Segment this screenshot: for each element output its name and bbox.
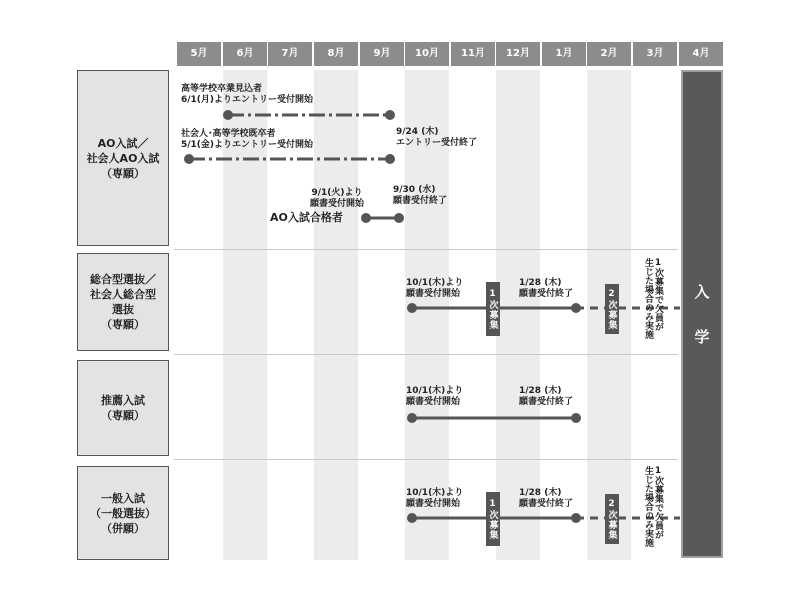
month-header-jun: 6月 [223, 42, 267, 66]
ao-hs-label: 高等学校卒業見込者 6/1(月)よりエントリー受付開始 [181, 84, 314, 105]
month-header-mar: 3月 [633, 42, 677, 66]
ao-hs-start-point [223, 110, 233, 120]
sougou-round2-badge: 2次募集 [605, 284, 619, 334]
sougou-end-point [571, 303, 581, 313]
ao-hs-end-point [385, 110, 395, 120]
sougou-end-label: 1/28 (木) 願書受付終了 [519, 278, 574, 299]
month-header-nov: 11月 [451, 42, 495, 66]
category-ao: AO入試／ 社会人AO入試 （専願） [77, 70, 169, 246]
category-suisen: 推薦入試 （専願） [77, 360, 169, 456]
enrollment-bar [681, 70, 723, 558]
ao-adult-start-point [184, 154, 194, 164]
ao-entry-end-label: 9/24 (木) エントリー受付終了 [396, 127, 478, 148]
ao-app-end-label: 9/30 (水) 願書受付終了 [393, 185, 448, 206]
sougou-round1-badge: 1次募集 [486, 282, 500, 336]
ippan-round2-note: 1次募集で欠員が 生じた場合のみ実施 [643, 466, 663, 547]
sougou-round2-note: 1次募集で欠員が 生じた場合のみ実施 [643, 258, 663, 339]
suisen-end-point [571, 413, 581, 423]
ao-adult-end-point [385, 154, 395, 164]
month-header-sep: 9月 [360, 42, 404, 66]
suisen-start-point [407, 413, 417, 423]
month-header-apr: 4月 [679, 42, 723, 66]
enrollment-char-1: 入 [694, 283, 710, 301]
ippan-end-point [571, 513, 581, 523]
ippan-round1-badge: 1次募集 [486, 492, 500, 546]
enrollment-char-2: 学 [694, 328, 710, 346]
ippan-start-label: 10/1(木)より 願書受付開始 [406, 488, 464, 509]
ao-pass-label: AO入試合格者 [270, 211, 343, 224]
month-header-oct: 10月 [405, 42, 449, 66]
category-ippan: 一般入試 （一般選抜） （併願） [77, 466, 169, 560]
suisen-start-label: 10/1(木)より 願書受付開始 [406, 386, 464, 407]
month-header-dec: 12月 [496, 42, 540, 66]
ippan-end-label: 1/28 (木) 願書受付終了 [519, 488, 574, 509]
month-header-feb: 2月 [587, 42, 631, 66]
month-header-aug: 8月 [314, 42, 358, 66]
ao-app-start-label: 9/1(火)より 願書受付開始 [310, 188, 365, 209]
ao-app-start-point [361, 213, 371, 223]
category-sougou: 総合型選抜／ 社会人総合型 選抜 （専願） [77, 253, 169, 351]
month-header-jul: 7月 [268, 42, 312, 66]
ao-app-end-point [394, 213, 404, 223]
ao-adult-label: 社会人･高等学校既卒者 5/1(金)よりエントリー受付開始 [181, 129, 314, 150]
ippan-round2-badge: 2次募集 [605, 494, 619, 544]
month-header-jan: 1月 [542, 42, 586, 66]
suisen-end-label: 1/28 (木) 願書受付終了 [519, 386, 574, 407]
sougou-start-label: 10/1(木)より 願書受付開始 [406, 278, 464, 299]
month-header-may: 5月 [177, 42, 221, 66]
sougou-start-point [407, 303, 417, 313]
ippan-start-point [407, 513, 417, 523]
